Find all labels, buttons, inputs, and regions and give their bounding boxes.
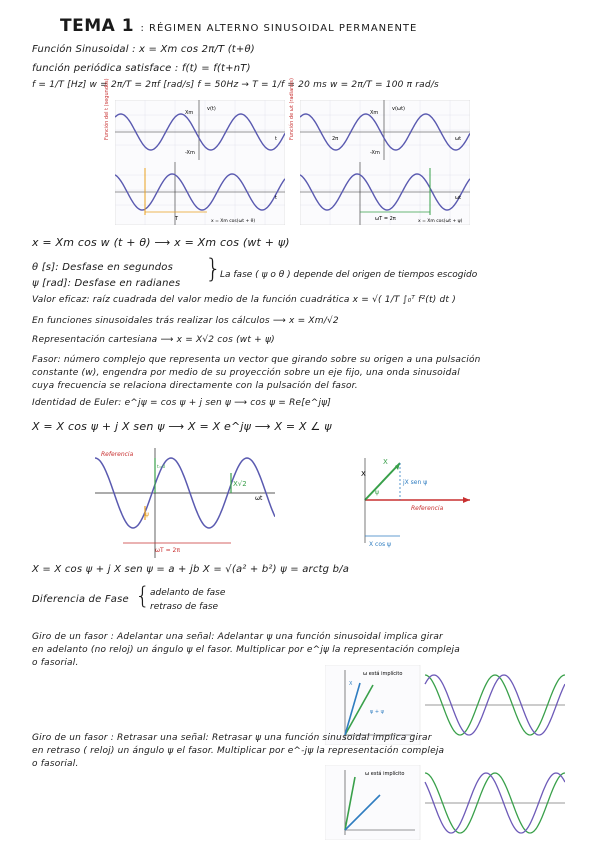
title-main: TEMA 1 — [60, 16, 135, 36]
line-giro-retraso-2: en retraso ( reloj) un ángulo ψ el fasor. Multiplicar por e^-jψ la representación compleja — [32, 746, 445, 756]
label-wt: ωt — [455, 136, 462, 142]
line-retraso: retraso de fase — [150, 602, 219, 612]
label-xm: Xm — [185, 110, 194, 116]
label-psi-phasor: ψ — [145, 511, 149, 518]
line-euler: Identidad de Euler: e^jψ = cos ψ + j sen ψ ⟶ cos ψ = Re[e^jψ] — [32, 398, 332, 408]
label-2pi: 2π — [332, 136, 339, 142]
line-fasor-2: constante (w), engendra por medio de su proyección sobre un eje fijo, una onda sinusoidal — [32, 368, 460, 378]
label-vwt: v(ωt) — [392, 106, 406, 112]
line-fasor-3: cuya frecuencia se relaciona directamente con la pulsación del fasor. — [32, 381, 358, 391]
label-xcos: X cos ψ — [369, 541, 391, 548]
line-theta: θ [s]: Desfase en segundos — [32, 262, 174, 273]
phasor-vector-diagram — [345, 448, 475, 553]
label-neg-xm: -Xm — [185, 150, 195, 156]
label-wT-phasor: ωT = 2π — [155, 547, 180, 554]
line-phasor-forms: X = X cos ψ + j X sen ψ ⟶ X = X e^jψ ⟶ X = X ∠ ψ — [32, 420, 332, 433]
line-periodica: función periódica satisface : f(t) = f(t+nT) — [32, 63, 251, 74]
ylabel-right: Función de ωt (radianes) — [289, 78, 295, 140]
label-T: T — [175, 216, 179, 222]
graph-radian-panel — [300, 100, 470, 225]
phasor-sine-diagram — [95, 448, 275, 558]
graph-time-panel — [115, 100, 285, 225]
line-giro-adelanto-3: o fasorial. — [32, 658, 79, 668]
label-X-under: X — [361, 470, 366, 478]
line-diferencia-fase: Diferencia de Fase — [32, 594, 129, 605]
line-fasor-1: Fasor: número complejo que representa un vector que girando sobre su origen a una pulsación — [32, 355, 481, 365]
label-implicit-1: ω está implícito — [363, 671, 403, 677]
line-giro-retraso-3: o fasorial. — [32, 759, 79, 769]
line-funciones-sinusoidales: En funciones sinusoidales trás realizar los cálculos ⟶ x = Xm/√2 — [32, 316, 339, 326]
label-referencia: Referencia — [101, 451, 134, 458]
line-adelanto: adelanto de fase — [150, 588, 226, 598]
line-complex-form: X = X cos ψ + j X sen ψ = a + jb X = √(a² + b²) ψ = arctg b/a — [32, 564, 350, 575]
line-cartesiana: Representación cartesiana ⟶ x = X√2 cos (wt + ψ) — [32, 335, 275, 345]
line-frequency: f = 1/T [Hz] w = 2π/T = 2πf [rad/s] f = 50Hz → T = 1/f = 20 ms w = 2π/T = 100 π rad/s — [32, 80, 439, 90]
label-t2: t — [275, 195, 277, 201]
line-giro-adelanto-2: en adelanto (no reloj) un ángulo ψ el fasor. Multiplicar por e^jψ la representación compleja — [32, 645, 460, 655]
line-valor-eficaz: Valor eficaz: raíz cuadrada del valor medio de la función cuadrática x = √( 1/T ∫₀ᵀ f²(t) dt ) — [32, 295, 456, 305]
label-wt2: ωt — [455, 195, 462, 201]
label-psi-vec: ψ — [375, 489, 379, 496]
label-wt-phasor: ωt — [255, 495, 263, 502]
label-psi-plus: ψ + ψ — [370, 709, 384, 715]
label-implicit-2: ω está implícito — [365, 771, 405, 777]
line-giro-adelanto-1: Giro de un fasor : Adelantar una señal: Adelantar ψ una función sinusoidal implica girar — [32, 632, 443, 642]
rotation-delay-diagram — [325, 765, 565, 840]
label-t: t — [275, 136, 277, 142]
line-cos-form: x = Xm cos w (t + θ) ⟶ x = Xm cos (wt + ψ) — [32, 236, 290, 249]
label-xm-r: Xm — [370, 110, 379, 116]
label-vt: v(t) — [207, 106, 216, 112]
line-sinusoidal: Función Sinusoidal : x = Xm cos 2π/T (t+θ) — [32, 44, 255, 55]
line-psi: ψ [rad]: Desfase en radianes — [32, 278, 181, 289]
label-X-rot1: X — [349, 681, 353, 687]
label-jxsen: jX sen ψ — [403, 479, 428, 486]
label-wT: ωT = 2π — [375, 216, 396, 222]
title-sub: : RÉGIMEN ALTERNO SINUSOIDAL PERMANENTE — [140, 23, 418, 34]
page-title — [60, 16, 417, 36]
label-formula-left: x = Xm cos(ωt + θ) — [211, 219, 256, 224]
ylabel-left: Función del t (segundos) — [104, 78, 110, 140]
label-formula-right: x = Xm cos(ωt + ψ) — [418, 219, 463, 224]
label-referencia2: Referencia — [411, 505, 444, 512]
line-phase-origin: La fase ( ψ o θ ) depende del origen de tiempos escogido — [220, 270, 478, 280]
line-giro-retraso-1: Giro de un fasor : Retrasar una señal: Retrasar ψ una función sinusoidal implica girar — [32, 733, 432, 743]
label-X-vec: X — [383, 458, 388, 466]
label-x-sqrt2: X√2 — [233, 480, 247, 488]
label-t0: t=0 — [157, 465, 166, 470]
label-neg-xm-r: -Xm — [370, 150, 380, 156]
